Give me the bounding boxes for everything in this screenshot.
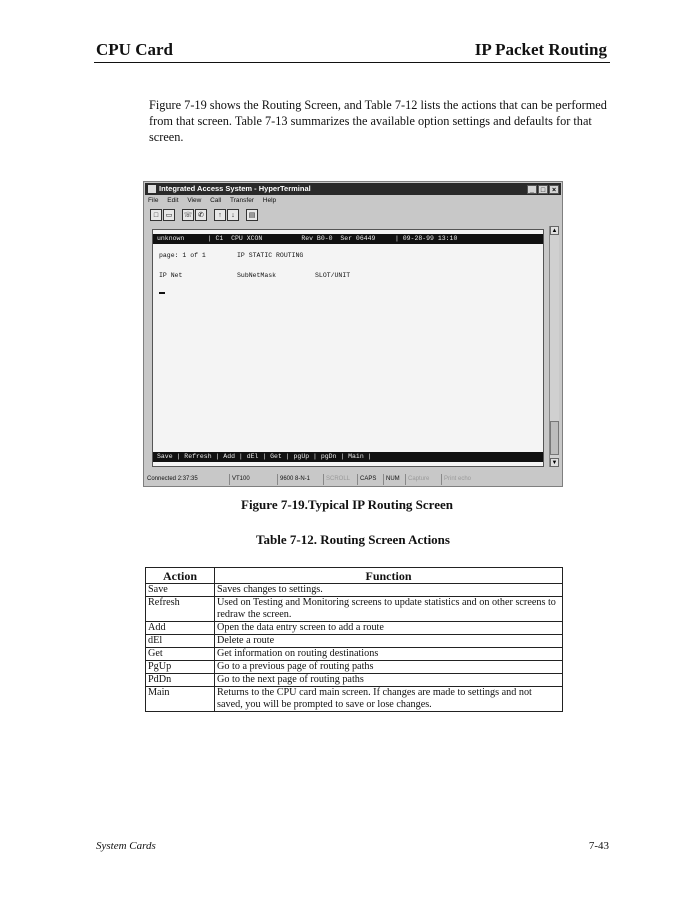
table-row [146,597,563,622]
column-header-action: Action [146,568,215,584]
function-cell: Go to a previous page of routing paths [215,661,563,674]
scroll-thumb[interactable] [550,421,559,455]
table-row [146,661,563,674]
header-section: IP Packet Routing [474,40,607,59]
page-number: 7-43 [588,840,609,852]
function-cell: Saves changes to settings. [215,584,563,597]
header-chapter: CPU Card [96,40,173,59]
status-terminal-type: VT100 [229,474,250,485]
terminal-page-line: page: 1 of 1 IP STATIC ROUTING [159,252,304,259]
send-icon[interactable]: ↑ [214,209,226,221]
terminal-columns-line: IP Net SubNetMask SLOT/UNIT [159,272,351,279]
terminal-command-bar: Save | Refresh | Add | dEl | Get | pgUp | pgDn | Main | [153,452,543,462]
action-cell: PdDn [146,674,215,687]
action-cell: PgUp [146,661,215,674]
vertical-scrollbar[interactable] [549,226,559,467]
table-row [146,622,563,635]
action-cell: Save [146,584,215,597]
minimize-button[interactable]: _ [527,185,537,194]
function-cell: Used on Testing and Monitoring screens to update statistics and on other screens to redraw the screen. [215,597,563,622]
table-row [146,635,563,648]
function-cell: Get information on routing destinations [215,648,563,661]
window-statusbar [145,474,561,485]
action-cell: Add [146,622,215,635]
scroll-up-icon[interactable]: ▲ [551,228,558,234]
table-row [146,648,563,661]
terminal-status-line: unknown | C1 CPU XCON Rev B0-0 Ser 06449 | 09-28-99 13:10 [153,234,543,244]
function-cell: Returns to the CPU card main screen. If changes are made to settings and not saved, you will be prompted to save or lose changes. [215,687,563,712]
menu-help[interactable]: Help [262,197,277,204]
menu-transfer[interactable]: Transfer [230,197,254,204]
status-connected: Connected 2:37:35 [147,476,198,482]
disconnect-icon[interactable]: ✆ [195,209,207,221]
window-title: Integrated Access System - HyperTerminal [159,184,311,193]
menu-call[interactable]: Call [210,197,222,204]
app-icon [148,185,156,193]
menu-edit[interactable]: Edit [167,197,179,204]
status-scroll: SCROLL [323,474,350,485]
footer-section: System Cards [96,840,156,852]
status-capture: Capture [405,474,429,485]
intro-paragraph: Figure 7-19 shows the Routing Screen, and Table 7-12 lists the actions that can be performed from that screen. Table 7-13 summarizes the available option settings and defaults for that screen. [149,98,607,144]
receive-icon[interactable]: ↓ [227,209,239,221]
menu-file[interactable]: File [148,197,159,204]
action-cell: Get [146,648,215,661]
toolbar [150,209,259,223]
action-cell: Refresh [146,597,215,622]
properties-icon[interactable]: ▤ [246,209,258,221]
table-header-row [146,568,563,584]
table-row [146,584,563,597]
table-row [146,674,563,687]
maximize-button[interactable]: □ [538,185,548,194]
menu-view[interactable]: View [187,197,202,204]
function-cell: Open the data entry screen to add a route [215,622,563,635]
new-icon[interactable]: □ [150,209,162,221]
action-cell: Main [146,687,215,712]
function-cell: Go to the next page of routing paths [215,674,563,687]
menu-bar [148,197,283,204]
status-num: NUM [383,474,400,485]
connect-icon[interactable]: ☏ [182,209,194,221]
status-settings: 9600 8-N-1 [277,474,310,485]
function-cell: Delete a route [215,635,563,648]
column-header-function: Function [215,568,563,584]
window-titlebar[interactable] [145,183,561,195]
figure-caption: Figure 7-19.Typical IP Routing Screen [241,497,453,512]
status-print-echo: Print echo [441,474,471,485]
status-caps: CAPS [357,474,376,485]
header-rule [94,62,610,63]
table-row [146,687,563,712]
terminal-screen[interactable] [152,229,544,467]
actions-table [145,567,563,712]
open-icon[interactable]: ▭ [163,209,175,221]
terminal-cursor [159,292,165,294]
hyperterminal-window [143,181,563,487]
table-title: Table 7-12. Routing Screen Actions [256,532,450,547]
close-button[interactable]: × [549,185,559,194]
scroll-down-icon[interactable]: ▼ [551,460,558,466]
action-cell: dEl [146,635,215,648]
